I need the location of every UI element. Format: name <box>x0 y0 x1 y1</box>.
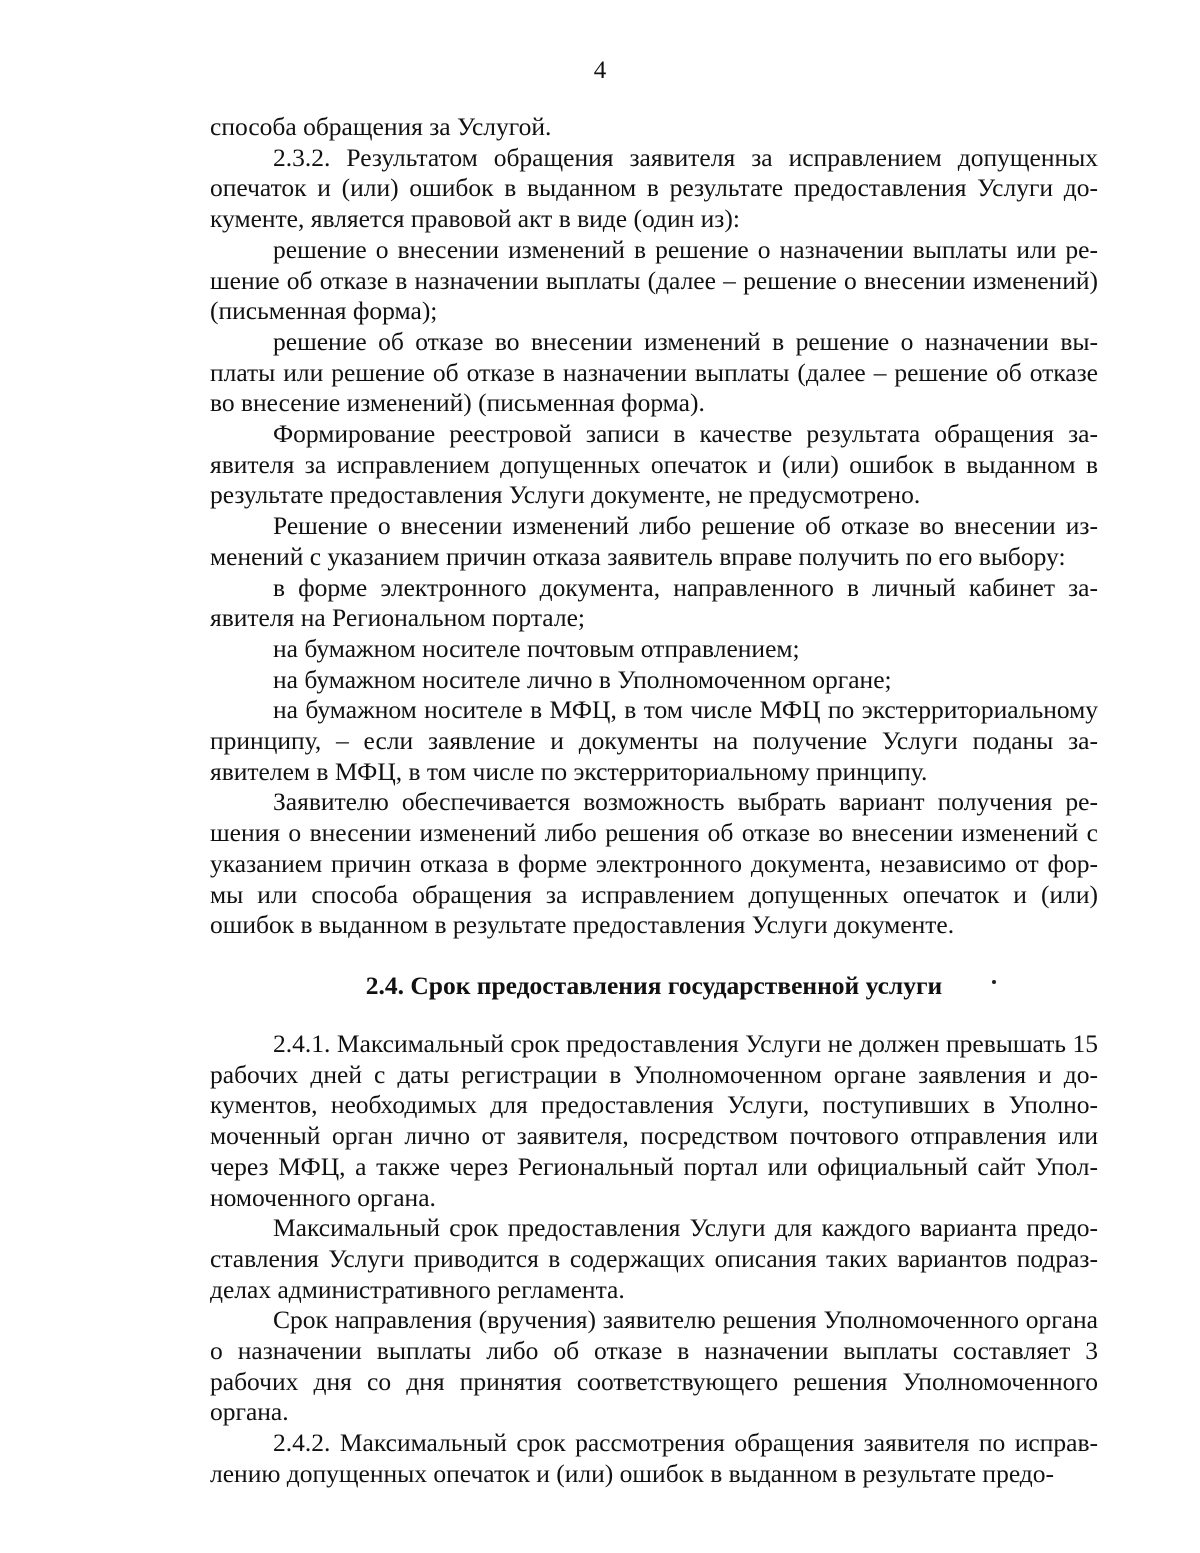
paragraph: Заявителю обеспечивается возможность выбрать вариант получения решения о внесении изменений либо решения об отказе во внесении изменений с указанием причин отказа в форме электронного документа, независимо от формы или способа обращения за исправлением допущенных опечаток и (или) ошибок в выданном в результате предоставления Услуги документе. <box>210 787 1098 940</box>
paragraph: решение об отказе во внесении изменений в решение о назначении выплаты или решение об отказе в назначении выплаты (далее – решение об отказе во внесение изменений) (письменная форма). <box>210 326 1098 418</box>
paragraphs-section-2-4 <box>210 1029 1098 1490</box>
paragraph: решение о внесении изменений в решение о назначении выплаты или решение об отказе в назначении выплаты (далее – решение о внесении изменений) (письменная форма); <box>210 234 1098 326</box>
paragraph: 2.4.2. Максимальный срок рассмотрения обращения заявителя по исправлению допущенных опечаток и (или) ошибок в выданном в результате предо- <box>210 1428 1098 1488</box>
scan-speck <box>992 980 996 984</box>
document-body <box>210 112 1098 1490</box>
paragraphs-section-2-3 <box>210 112 1098 941</box>
paragraph: Срок направления (вручения) заявителю решения Уполномоченного органа о назначении выплаты либо об отказе в назначении выплаты составляет 3 рабочих дня со дня принятия соответствующего решения Уполномоченного органа. <box>210 1305 1098 1427</box>
paragraph: на бумажном носителе в МФЦ, в том числе МФЦ по экстерриториальному принципу, – если заявление и документы на получение Услуги поданы заявителем в МФЦ, в том числе по экстерриториальному принципу. <box>210 695 1098 786</box>
paragraph: на бумажном носителе почтовым отправлением; <box>273 633 800 663</box>
paragraph: 2.4.1. Максимальный срок предоставления Услуги не должен превышать 15 рабочих дней с даты регистрации в Уполномоченном органе заявления и документов, необходимых для предоставления Услуги, поступивших в Уполномоченный орган лично от заявителя, посредством почтового отправления или через МФЦ, а также через Региональный портал или официальный сайт Уполномоченного органа. <box>210 1028 1098 1212</box>
page-number: 4 <box>593 57 607 84</box>
paragraph: Формирование реестровой записи в качестве результата обращения заявителя за исправлением допущенных опечаток и (или) ошибок в выданном в результате предоставления Услуги документе, не предусмотрено. <box>210 419 1098 510</box>
paragraph: в форме электронного документа, направленного в личный кабинет заявителя на Региональном портале; <box>210 572 1098 633</box>
paragraph: на бумажном носителе лично в Уполномоченном органе; <box>273 664 892 694</box>
paragraph: способа обращения за Услугой. <box>210 112 552 141</box>
paragraph: 2.3.2. Результатом обращения заявителя за исправлением допущенных опечаток и (или) ошибок в выданном в результате предоставления Услуги документе, является правовой акт в виде (один из): <box>210 142 1098 234</box>
paragraph: Решение о внесении изменений либо решение об отказе во внесении изменений с указанием причин отказа заявитель вправе получить по его выбору: <box>210 511 1098 571</box>
section-heading: 2.4. Срок предоставления государственной услуги <box>365 970 943 1000</box>
paragraph: Максимальный срок предоставления Услуги для каждого варианта предоставления Услуги приводится в содержащих описания таких вариантов подразделах административного регламента. <box>210 1213 1098 1304</box>
